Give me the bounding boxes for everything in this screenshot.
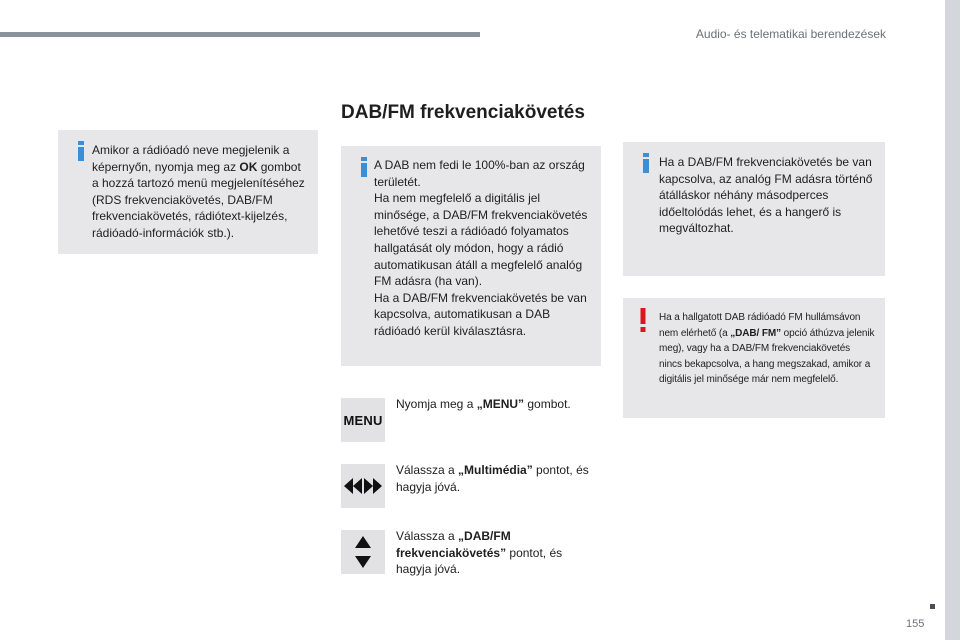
- step-2-text: [396, 462, 600, 495]
- step-text-part: gombot.: [524, 397, 571, 411]
- warning-text: [659, 310, 875, 388]
- warning-box: [623, 298, 885, 418]
- page-dot-marker: [930, 604, 935, 609]
- step-text-part: Válassza a: [396, 529, 459, 543]
- seek-arrows-icon: [343, 476, 383, 496]
- info-icon: [74, 141, 88, 161]
- menu-button-label: MENU: [343, 412, 383, 428]
- step-text-part: Nyomja meg a: [396, 397, 477, 411]
- up-down-arrows-icon: [353, 534, 373, 570]
- step-3-text: [396, 528, 600, 578]
- info-box-text: Ha a DAB/FM frekvenciakövetés be van kapcsolva, az analóg FM adásra történő átálláskor néhány másodperces időeltolódás lehet, és a hangerő is megváltozhat.: [659, 155, 873, 236]
- warning-text-part: opció áthúzva jelenik meg), vagy ha a DAB/FM frekvenciakövetés nincs bekapcsolva, a hang megszakad, amikor a digitális jel minősége már nem megfelelő.: [659, 327, 875, 386]
- seek-button[interactable]: [341, 464, 385, 508]
- step-text-key: „DAB/FM frekvenciakövetés”: [396, 529, 511, 560]
- info-box-ok-menu: [58, 130, 318, 254]
- step-text-part: pontot, és hagyja jóvá.: [396, 463, 589, 494]
- info-icon: [639, 153, 653, 173]
- header-rule: [0, 32, 480, 37]
- info-text-part: gombot a hozzá tartozó menü megjelenítéséhez (RDS frekvenciakövetés, DAB/FM frekvenciakövetés, rádiótext-kijelzés, rádióadó-információk stb.).: [92, 159, 305, 240]
- warning-exclamation-icon: [638, 308, 648, 332]
- info-box-delay: [623, 142, 885, 276]
- step-text-key: „MENU”: [476, 397, 525, 411]
- info-box-dab-coverage: [341, 146, 601, 366]
- step-text-part: Válassza a: [396, 463, 459, 477]
- info-text-key: OK: [239, 159, 258, 174]
- step-text-part: pontot, és hagyja jóvá.: [396, 545, 563, 577]
- page-number: 155: [906, 618, 925, 630]
- info-icon: [357, 157, 371, 177]
- step-text-key: „Multimédia”: [458, 463, 533, 477]
- page-edge-strip: [945, 0, 960, 640]
- info-text-part: Amikor a rádióadó neve megjelenik a képernyőn, nyomja meg az: [92, 143, 290, 174]
- info-box-text: [92, 142, 308, 242]
- warning-text-part: Ha a hallgatott DAB rádióadó FM hullámsávon nem elérhető (a: [659, 312, 861, 339]
- info-box-text: A DAB nem fedi le 100%-ban az ország területét. Ha nem megfelelő a digitális jel minősége, a DAB/FM frekvenciakövetés lehetővé teszi a rádióadó folyamatos hallgatását oly módon, hogy a rádió automatikusan átáll a megfelelő analóg FM adásra (ha van). Ha a DAB/FM frekvenciakövetés be van kapcsolva, automatikusan a DAB rádióadó kerül kiválasztásra.: [374, 158, 588, 338]
- warning-text-key: „DAB/ FM”: [730, 327, 781, 339]
- step-1-text: [396, 396, 600, 413]
- section-header: Audio- és telematikai berendezések: [695, 27, 886, 41]
- page-title: DAB/FM frekvenciakövetés: [341, 102, 585, 123]
- up-down-button[interactable]: [341, 530, 385, 574]
- menu-button[interactable]: [341, 398, 385, 442]
